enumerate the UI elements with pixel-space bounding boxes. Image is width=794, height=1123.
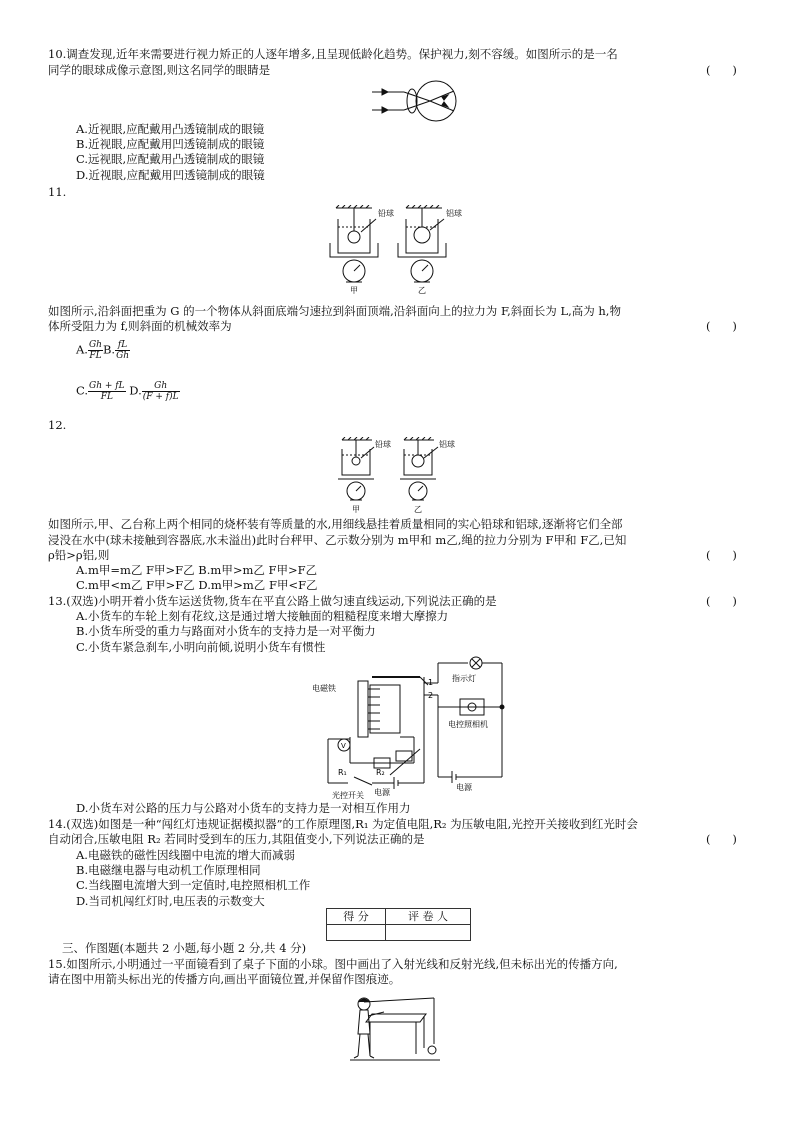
red-light-circuit-diagram [310,655,525,801]
circuit-label-power-left: 电源 [374,788,390,797]
circuit-label-indicator-light: 指示灯 [452,674,476,683]
q15-stem-line2: 请在图中用箭头标出光的传播方向,画出平面镜位置,并保留作图痕迹。 [48,972,401,986]
q10-stem-line1: 10.调查发现,近年来需要进行视力矫正的人逐年增多,且呈现低龄化趋势。保护视力,刻不容缓。如图所示的是一名 [48,47,618,61]
q13-option-c: C.小货车紧急刹车,小明向前倾,说明小货车有惯性 [76,640,326,654]
q11-option-d-label: D. [129,383,142,398]
q11-option-a-fraction [88,340,103,361]
q11-option-d-num: Gh [142,381,180,392]
q14-option-c: C.当线圈电流增大到一定值时,电控照相机工作 [76,878,311,892]
q12-answer-parentheses: ( ) [706,548,737,562]
q11-label-aluminum-ball: 铝球 [446,209,462,218]
q11-option-b-label: B. [102,342,116,357]
q12-label-aluminum-ball: 铝球 [439,440,455,449]
q14-stem-line2: 自动闭合,压敏电阻 R₂ 若同时受到车的压力,其阻值变小,下列说法正确的是 [48,832,425,846]
circuit-label-voltmeter: V [341,742,346,750]
q10-option-c: C.远视眼,应配戴用凸透镜制成的眼镜 [76,152,265,166]
q14-answer-parentheses: ( ) [706,832,737,846]
q11-option-c-den: FL [100,392,113,402]
circuit-label-electromagnet: 电磁铁 [312,684,336,693]
q10-option-b: B.近视眼,应配戴用凹透镜制成的眼镜 [76,137,265,151]
score-table-header-score: 得 分 [327,909,386,925]
q10-stem-line2: 同学的眼球成像示意图,则这名同学的眼睛是 [48,63,271,77]
q11-options-cd [76,381,180,402]
q11-number: 11. [48,185,67,199]
q12-scales-figure [334,437,474,517]
q12-stem-line2: 浸没在水中(球未接触到容器底,水未溢出)此时台秤甲、乙示数分别为 m甲和 m乙,绳的拉力分别为 F甲和 F乙,已知 [48,533,627,547]
q13-option-b: B.小货车所受的重力与路面对小货车的支持力是一对平衡力 [76,624,376,638]
q15-mirror-figure [350,994,446,1066]
q12-label-scale-jia: 甲 [352,505,360,514]
q11-stem-line1: 如图所示,沿斜面把重为 G 的一个物体从斜面底端匀速拉到斜面顶端,沿斜面向上的拉力为 F,斜面长为 L,高为 h,物 [48,304,621,318]
q11-option-a-label: A. [76,342,88,357]
q11-option-b-num: fL [115,340,130,351]
circuit-label-contact-2: 2 [428,691,434,700]
q11-option-d-den: (F + f)L [142,392,179,402]
score-table-header-grader: 评 卷 人 [386,909,471,925]
grader-cell[interactable] [386,925,471,941]
circuit-label-r2: R₂ [376,768,385,777]
score-table [326,908,471,941]
q11-stem-line2: 体所受阻力为 f,则斜面的机械效率为 [48,319,232,333]
circuit-label-camera: 电控照相机 [448,720,488,729]
q12-options-row1: A.m甲=m乙 F甲>F乙 B.m甲>m乙 F甲>F乙 [76,563,318,577]
q11-options-ab [76,340,130,361]
q12-options-row2: C.m甲<m乙 F甲>F乙 D.m甲>m乙 F甲<F乙 [76,578,318,592]
q10-answer-parentheses: ( ) [706,63,737,77]
score-cell[interactable] [327,925,386,941]
q12-stem-line1: 如图所示,甲、乙台称上两个相同的烧杯装有等质量的水,用细线悬挂着质量相同的实心铅球和铝球,逐渐将它们全部 [48,517,623,531]
q13-stem-line1: 13.(双选)小明开着小货车运送货物,货车在平直公路上做匀速直线运动,下列说法正确的是 [48,594,497,608]
q11-scales-figure [326,205,476,295]
circuit-label-light-switch: 光控开关 [332,791,364,800]
circuit-label-power-right: 电源 [456,783,472,792]
q13-option-d: D.小货车对公路的压力与公路对小货车的支持力是一对相互作用力 [76,801,411,815]
q11-label-scale-yi: 乙 [418,286,426,295]
circuit-label-r1: R₁ [338,768,347,777]
q11-option-a-den: FL [89,351,102,361]
q14-option-d: D.当司机闯红灯时,电压表的示数变大 [76,894,265,908]
circuit-label-contact-1: 1 [428,678,434,687]
q14-stem-line1: 14.(双选)如图是一种“闯红灯违规证据模拟器”的工作原理图,R₁ 为定值电阻,R₂ 为压敏电阻,光控开关接收到红光时会 [48,817,638,831]
q11-label-scale-jia: 甲 [350,286,358,295]
q11-option-b-den: Gh [116,351,130,361]
q11-option-d-fraction [142,381,180,402]
q10-option-d: D.近视眼,应配戴用凹透镜制成的眼镜 [76,168,265,182]
q15-stem-line1: 15.如图所示,小明通过一平面镜看到了桌子下面的小球。图中画出了入射光线和反射光线,但未标出光的传播方向, [48,957,618,971]
q12-number: 12. [48,418,67,432]
q11-answer-parentheses: ( ) [706,319,737,333]
q11-option-a-num: Gh [88,340,102,350]
q13-answer-parentheses: ( ) [706,594,737,608]
q12-stem-line3: ρ铅>ρ铝,则 [48,548,110,562]
q11-option-c-label: C. [76,383,89,398]
q12-label-lead-ball: 铅球 [375,440,391,449]
q11-option-c-num: Gh + fL [89,381,125,391]
q11-option-b-fraction [115,340,130,361]
q12-label-scale-yi: 乙 [414,505,422,514]
q14-option-a: A.电磁铁的磁性因线圈中电流的增大而减弱 [76,848,295,862]
q11-label-lead-ball: 铅球 [378,209,394,218]
q13-option-a: A.小货车的车轮上刻有花纹,这是通过增大接触面的粗糙程度来增大摩擦力 [76,609,449,623]
eye-diagram [368,80,488,124]
q11-option-c-fraction [88,381,126,402]
q10-option-a: A.近视眼,应配戴用凸透镜制成的眼镜 [76,122,265,136]
q14-option-b: B.电磁继电器与电动机工作原理相同 [76,863,261,877]
section-3-heading: 三、作图题(本题共 2 小题,每小题 2 分,共 4 分) [62,941,307,955]
